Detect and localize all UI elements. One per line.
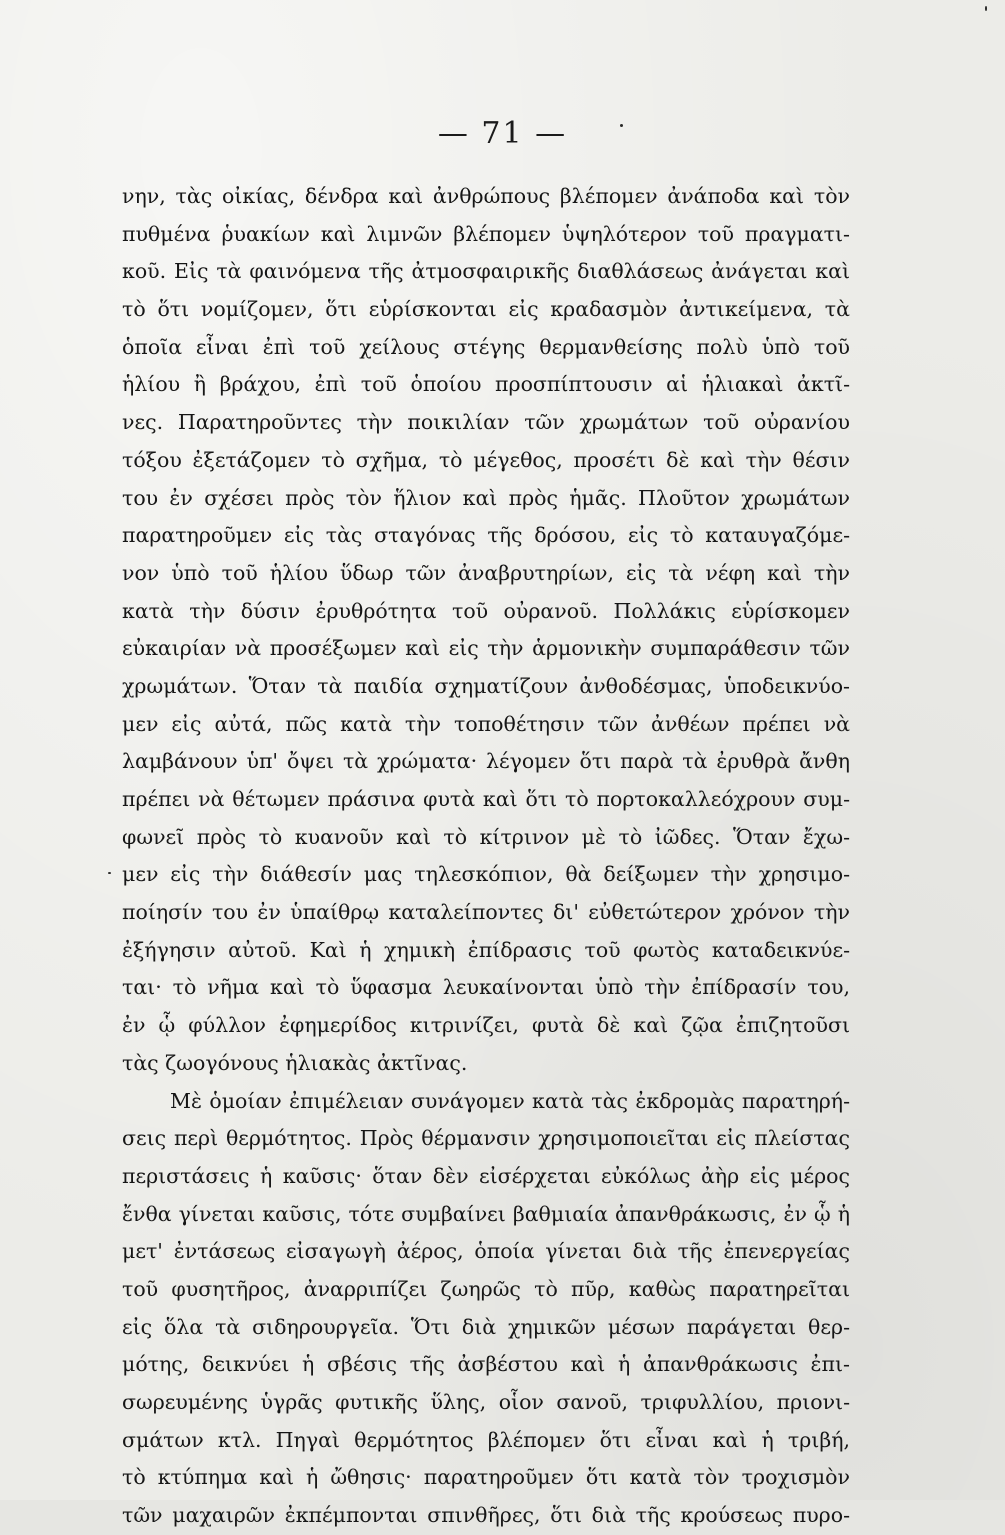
- page-number: — 71 —: [437, 116, 568, 151]
- text-line: κοῦ. Εἰς τὰ φαινόμενα τῆς ἀτμοσφαιρικῆς διαθλάσεως ἀνάγεται καὶ: [122, 259, 850, 284]
- text-line: ται· τὸ νῆμα καὶ τὸ ὕφασμα λευκαίνονται ὑπὸ τὴν ἐπίδρασίν του,: [122, 975, 850, 1000]
- text-line: σωρευμένης ὑγρᾶς φυτικῆς ὕλης, οἷον σανοῦ, τριφυλλίου, πριονι-: [122, 1390, 850, 1414]
- text-line: σεις περὶ θερμότητος. Πρὸς θέρμανσιν χρησιμοποιεῖται εἰς πλείστας: [122, 1126, 850, 1151]
- text-line: πυθμένα ῥυακίων καὶ λιμνῶν βλέπομεν ὑψηλότερον τοῦ πραγματι-: [122, 221, 850, 246]
- text-line: του ἐν σχέσει πρὸς τὸν ἥλιον καὶ πρὸς ἡμᾶς. Πλοῦτον χρωμάτων: [122, 485, 850, 510]
- text-line: κατὰ τὴν δύσιν ἐρυθρότητα τοῦ οὐρανοῦ. Πολλάκις εὑρίσκομεν: [122, 598, 850, 623]
- paper-speck: [620, 124, 623, 127]
- text-line: εὐκαιρίαν νὰ προσέξωμεν καὶ εἰς τὴν ἁρμονικὴν συμπαράθεσιν τῶν: [122, 636, 850, 661]
- text-line: ἔνθα γίνεται καῦσις, τότε συμβαίνει βαθμιαία ἀπανθράκωσις, ἐν ᾧ ἡ: [122, 1201, 850, 1226]
- text-line: ἐν ᾧ φύλλον ἐφημερίδος κιτρινίζει, φυτὰ δὲ καὶ ζῷα ἐπιζητοῦσι: [122, 1013, 850, 1038]
- paragraph-2: [122, 1083, 850, 1535]
- text-line: μεν εἰς αὐτά, πῶς κατὰ τὴν τοποθέτησιν τῶν ἀνθέων πρέπει νὰ: [122, 711, 850, 736]
- text-line: ποίησίν του ἐν ὑπαίθρῳ καταλείποντες δι' εὐθετώτερον χρόνον τὴν: [122, 900, 850, 925]
- text-line: ἡλίου ἢ βράχου, ἐπὶ τοῦ ὁποίου προσπίπτουσιν αἱ ἡλιακαὶ ἀκτῖ-: [122, 372, 850, 397]
- text-line: ἐξήγησιν αὐτοῦ. Καὶ ἡ χημικὴ ἐπίδρασις τοῦ φωτὸς καταδεικνύε-: [122, 937, 850, 962]
- text-line: τόξου ἐξετάζομεν τὸ σχῆμα, τὸ μέγεθος, προσέτι δὲ καὶ τὴν θέσιν: [122, 447, 850, 472]
- paper-speck: [985, 6, 987, 11]
- text-line: μότης, δεικνύει ἡ σβέσις τῆς ἀσβέστου καὶ ἡ ἀπανθράκωσις ἐπι-: [122, 1352, 850, 1377]
- text-line: φωνεῖ πρὸς τὸ κυανοῦν καὶ τὸ κίτρινον μὲ τὸ ἰῶδες. Ὅταν ἔχω-: [122, 824, 850, 849]
- text-line: παρατηροῦμεν εἰς τὰς σταγόνας τῆς δρόσου, εἰς τὸ καταυγαζόμε-: [122, 523, 850, 548]
- text-line: χρωμάτων. Ὅταν τὰ παιδία σχηματίζουν ἀνθοδέσμας, ὑποδεικνύο-: [122, 673, 850, 698]
- text-line: σμάτων κτλ. Πηγαὶ θερμότητος βλέπομεν ὅτι εἶναι καὶ ἡ τριβή,: [122, 1427, 850, 1452]
- text-line: νον ὑπὸ τοῦ ἡλίου ὕδωρ τῶν ἀναβρυτηρίων, εἰς τὰ νέφη καὶ τὴν: [122, 560, 850, 585]
- text-line: τοῦ φυσητῆρος, ἀναρριπίζει ζωηρῶς τὸ πῦρ, καθὼς παρατηρεῖται: [122, 1276, 850, 1301]
- text-line: περιστάσεις ἡ καῦσις· ὅταν δὲν εἰσέρχεται εὐκόλως ἀὴρ εἰς μέρος: [122, 1163, 850, 1188]
- text-line: μεν εἰς τὴν διάθεσίν μας τηλεσκόπιον, θὰ δείξωμεν τὴν χρησιμο-: [122, 862, 850, 887]
- text-line: ὁποῖα εἶναι ἐπὶ τοῦ χείλους στέγης θερμανθείσης πολὺ ὑπὸ τοῦ: [122, 334, 850, 359]
- text-line: εἰς ὅλα τὰ σιδηρουργεῖα. Ὅτι διὰ χημικῶν μέσων παράγεται θερ-: [122, 1314, 850, 1339]
- paper-speck: [108, 872, 111, 874]
- text-line: λαμβάνουν ὑπ' ὄψει τὰ χρώματα· λέγομεν ὅτι παρὰ τὰ ἐρυθρὰ ἄνθη: [122, 749, 850, 774]
- text-line: τὸ κτύπημα καὶ ἡ ὤθησις· παρατηροῦμεν ὅτι κατὰ τὸν τροχισμὸν: [122, 1465, 850, 1490]
- body-text: [122, 178, 850, 1535]
- text-line: τῶν μαχαιρῶν ἐκπέμπονται σπινθῆρες, ὅτι διὰ τῆς κρούσεως πυρο-: [122, 1503, 850, 1528]
- text-line: νην, τὰς οἰκίας, δένδρα καὶ ἀνθρώπους βλέπομεν ἀνάποδα καὶ τὸν: [122, 184, 850, 208]
- text-line: τὰς ζωογόνους ἡλιακὰς ἀκτῖνας.: [122, 1050, 468, 1075]
- paragraph-1: [122, 178, 850, 1083]
- text-line: πρέπει νὰ θέτωμεν πράσινα φυτὰ καὶ ὅτι τὸ πορτοκαλλεόχρουν συμ-: [122, 787, 850, 811]
- text-line: νες. Παρατηροῦντες τὴν ποικιλίαν τῶν χρωμάτων τοῦ οὐρανίου: [122, 410, 850, 435]
- text-line: μετ' ἐντάσεως εἰσαγωγὴ ἀέρος, ὁποία γίνεται διὰ τῆς ἐπενεργείας: [122, 1239, 850, 1264]
- text-line: τὸ ὅτι νομίζομεν, ὅτι εὑρίσκονται εἰς κραδασμὸν ἀντικείμενα, τὰ: [122, 297, 850, 322]
- text-line: Μὲ ὁμοίαν ἐπιμέλειαν συνάγομεν κατὰ τὰς ἐκδρομὰς παρατηρή-: [170, 1088, 850, 1113]
